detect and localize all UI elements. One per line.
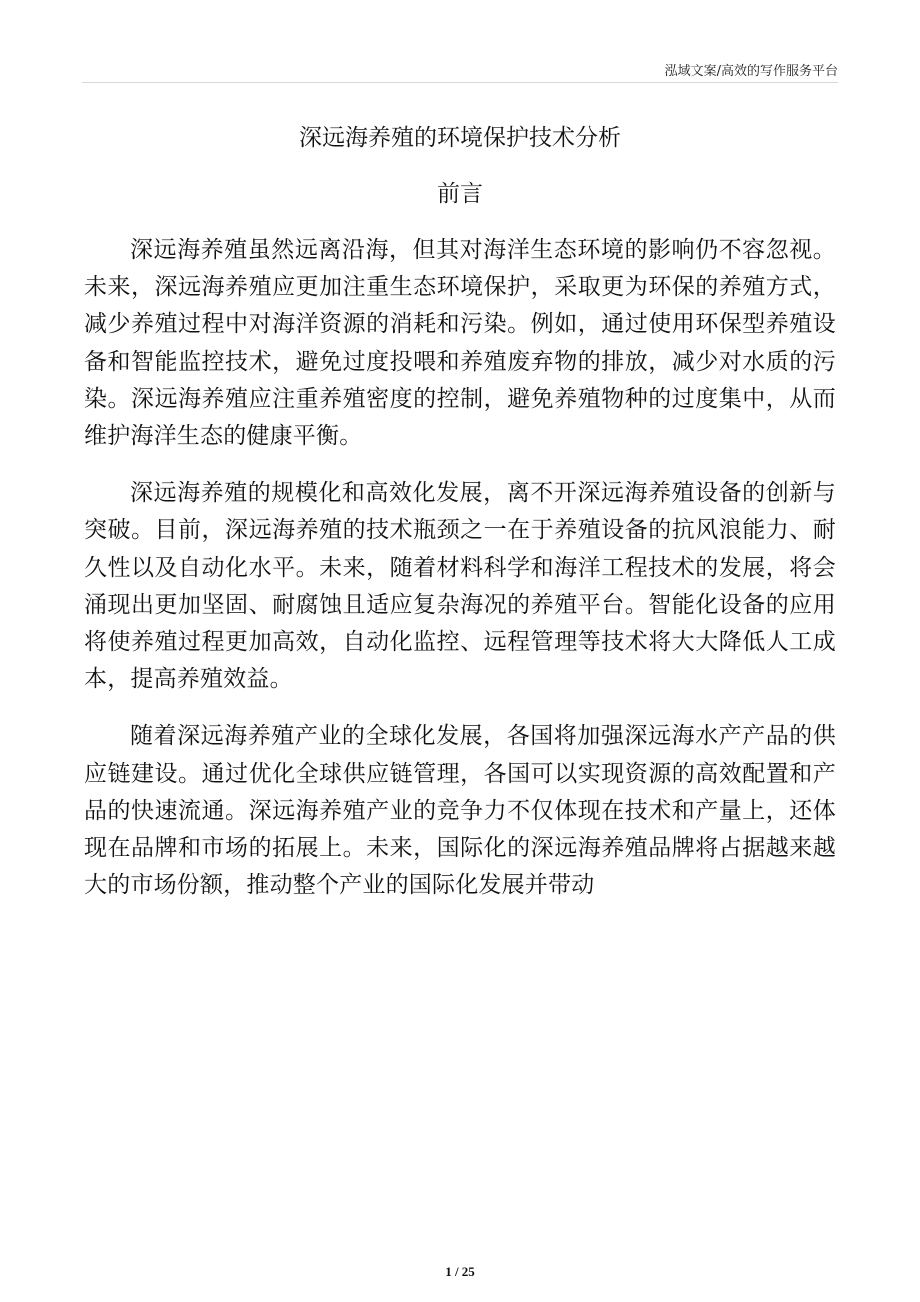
- page-number: 1 / 25: [445, 1264, 475, 1279]
- paragraph: 深远海养殖的规模化和高效化发展，离不开深远海养殖设备的创新与突破。目前，深远海养殖的技术瓶颈之一在于养殖设备的抗风浪能力、耐久性以及自动化水平。未来，随着材料科学和海洋工程技术的发展，将会涌现出更加坚固、耐腐蚀且适应复杂海况的养殖平台。智能化设备的应用将使养殖过程更加高效，自动化监控、远程管理等技术将大大降低人工成本，提高养殖效益。: [84, 480, 836, 693]
- paragraph: 深远海养殖虽然远离沿海，但其对海洋生态环境的影响仍不容忽视。未来，深远海养殖应更加注重生态环境保护，采取更为环保的养殖方式，减少养殖过程中对海洋资源的消耗和污染。例如，通过使用环保型养殖设备和智能监控技术，避免过度投喂和养殖废弃物的排放，减少对水质的污染。深远海养殖应注重养殖密度的控制，避免养殖物种的过度集中，从而维护海洋生态的健康平衡。: [84, 237, 836, 450]
- header-brand: 泓域文案/高效的写作服务平台: [664, 64, 838, 79]
- document-title: 深远海养殖的环境保护技术分析: [299, 125, 621, 151]
- paragraph: 随着深远海养殖产业的全球化发展，各国将加强深远海水产产品的供应链建设。通过优化全球供应链管理，各国可以实现资源的高效配置和产品的快速流通。深远海养殖产业的竞争力不仅体现在技术和产量上，还体现在品牌和市场的拓展上。未来，国际化的深远海养殖品牌将占据越来越大的市场份额，推动整个产业的国际化发展并带动: [84, 723, 836, 899]
- section-heading: 前言: [437, 181, 483, 207]
- document-body: [84, 232, 836, 924]
- header-divider: [82, 82, 838, 83]
